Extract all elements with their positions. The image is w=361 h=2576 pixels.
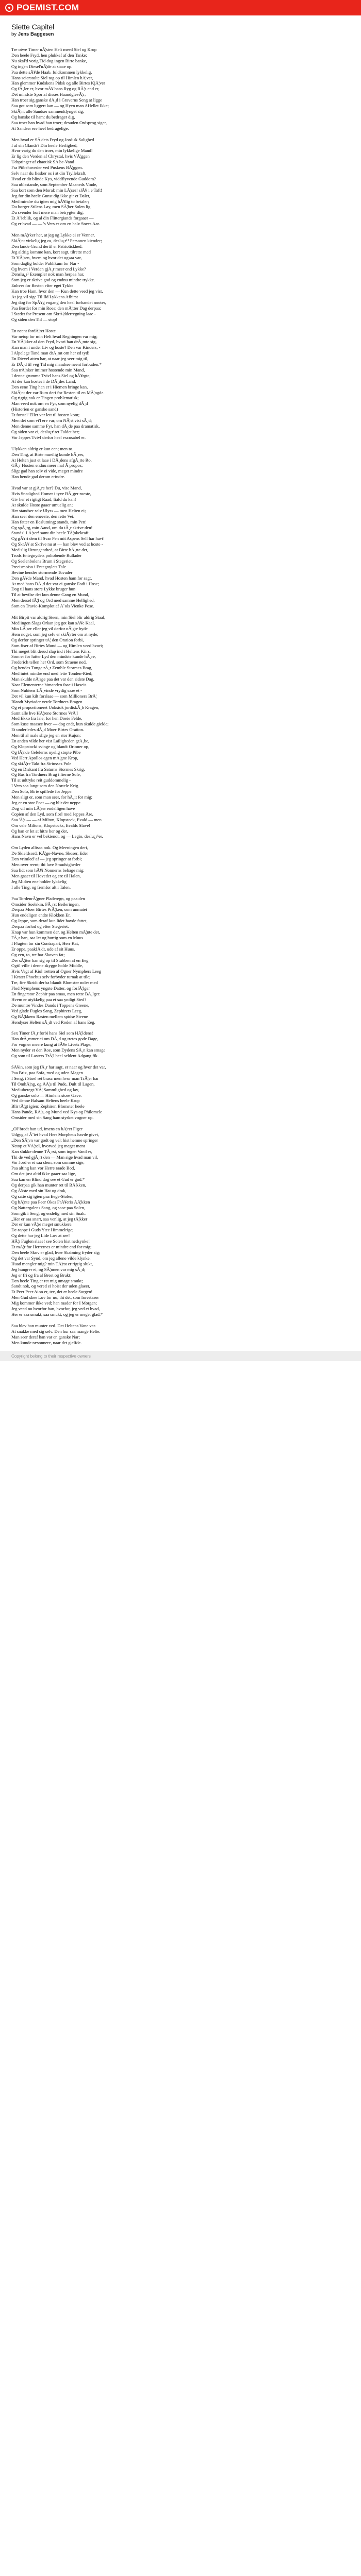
stanza: SÃ¥in, som jeg fÃ¸r har sagt, er naar og hvor det var, Paa Brix, paa Sofa, med og uden Magen I Seng, i Stoel ret brasc men hvor man TrÃ¦er har Til OmhÃ¦ng, og ÃÃ¦s til Pude, Dult til Lagen, Med uberegt-VÃ¦ Sammlighed og lav, Og ganske solo — Himlens store Gave. Ved denne Balsam Heltens heele Krop Blir tÃ¦gt igien; Zephirer, Blomster heele Hans Pande, RÃ¦s, og Mund ved Kys og Philomele Omsider med sin Sang ham styrket vogner op. bbox=[11, 1064, 106, 1121]
site-header bbox=[0, 0, 361, 15]
poemist-logo-icon bbox=[5, 4, 13, 12]
stanza: Sex Timer fÃ¸r forbi hans Siel som HÃ¦ldens! Han drÃ¸mmer ei om DÃ¸d og tretes gode Dage, For vogner meere kung at fÃ¥e Livets Plage; Men nyder et den Roe, som Dydens SÃ¸n kan smage Og som til Lasters TrÃ¦l heel seldent Adgang fik. bbox=[11, 1030, 106, 1059]
site-footer bbox=[0, 1351, 361, 1361]
stanza: Tre otwe Timer nÃ¦sten Helt meed Siel og Krop Den heele Fryd, hen plukkef af den Tanke: Nu skal'd vorig Tid dog ingen Birte banke, Og ingen Diesel'nÃ¦de at staae op. Paa dette sÃ¥de Haab, fuldkommen lykkelig, Hans seierstolte Siel tog op til Himlen hÃ¦ver, Han glemmer Kudskens Pidsk og alle Birtes KjÃ¦ver Og fÃ¸ler er, hvor mÃ¥ hans Ryg og RÃ¦s end er, Det mindste Spor af disses HaandgievÃ¦r; Han troer sig ganske dÃ¸d i Graverns Seng at ligge Saa got som liggert kan — og Hyen man AHellet Ikke; SkiÃ¦nt alle Sandser sammenklynget sig, Og hanske til ham: du bedrager dig, Saa troer han hvad han troer; desuden Ordsprog siger, At Sandser ere heel bedragelige. bbox=[11, 47, 109, 131]
stanza: Men hvad er SÃ¦dets Fryd og Jordisk Salighed I af sin Glands? Din heele Herlighed, Hvor varig du den troer, min lykkelige Mand! Er lig den Verden af Chrystal, hvis VÃ¦ggen Udspringer af chaotisk SÃ¦be-Vand Fra Piibehoveder ved Puskens BÃ¦ggen. Selv naar du fiesker os i at din Tryllekraft, Hvad er dit blinde Kys, viddflyvende Guddom? Saa ublestande, som September Maaneds Vinde, Saa kort som den Moral: min LÃ¦ser! slÃ¥ i e Taft! Jeg for din heele Gunst dig ikke gir et Daler, Med mindre du igien mig hÃ¥lig to betaler; Du borger Stilens Lay, men SÃ¦ber Solen lig Du svender bort mere man betrygter dig; Et Ã˜ieblik, og al din Flittergiands forgaaer — Og er hvad — — 's Vers er om en halv Snees Aar. bbox=[11, 137, 103, 227]
stanza: Men mÃ¦rker her, at jeg og Lykke ei er Venner, SkiÃ¦nt virkelig jeg os, deslu¿r¹¹ Personen kiender; Den lande Grund dertil er Patriotiskhed: Jeg aldrig komme kan, kort sagt, tilrette med Et VÃ¦sen, hvem og hvor det ogsaa var, Som daglig holder Publikum for Nar - Og hvem i Verden gjÃ¸r meer end Lykke? Denslu¿r¹ Exempler nok man herpaa har, Som jeg er skrive god og endnu mindre trykke. Enhver for Resten efter eget Tykke Kan troe Ham, hvor den — Kun dette veed jeg vist, At jeg vil sige Til Ild Lykkens Afhirst Jeg dog for SpÃ¥g engang den heel forbandet nooter, Paa Bordet for min Roes; den mÃ¦tter Dag derpaa; I Stedet for Present om SkrÃ¦dderregning laae - Og siden den Tid — stop! bbox=[11, 232, 106, 322]
site-logo[interactable] bbox=[5, 3, 79, 13]
stanza: En neent fordÃ¦ret Hoste Var netop for min Helt hvad Regningen var mig; En VÃ¦kker af den Fryd, hvori han drÃ¸mte sig, Kan man i under Liv og hoste? Den var Kinders, - I Alpelege Tand man drÃ¸mt om her ed tyd! En Dievel atten har, at naar jeg seer mig til, Er DÃ¸d til veg Tid mig maaskee neent forbuden.* Saa trÃ¦nker imimer hostende min Mand, I denne grumme Tvivl hans Siel og hÃ¥rgte; At der kan hostes i de DÃ¸des Land, Den eene Ting han er i Hiemen bringe kan, SkiÃ¦nt der var Rum deri for Resten til en MÃ¦ngde. Og rigtig nok er Tingen problematisk; Man veed nok om en Fyr, som nyelig dÃ¸d (Historien er ganske sand) Et forstel' Eller var lett til hosten kom; Men det som vi'l ere var, om NÃ¦st vist sÃ¸d; Men denne samme Fyr, han dÃ¸de paa dramatisk, Og siden var ei, deslu¿r¹ret Faldet her; Vor Jeppes Tvivl derfor heel excusabel er. bbox=[11, 328, 105, 440]
poem-container bbox=[0, 15, 361, 1345]
stanza: Paa TordenrÃ¦gner Pladeregn, og paa den Omsider Soelskin. FÃ¸rst Beileringen, Derpaa Moer Birtes PrÃ¦ken, som unmatet Hun endeligen endte Klokken Er, Og Jeppe, som deraf kun lidet havde fattet, Derpaa forlod og efter Stegeriet. Knap var hun kommen der, og Helten mÃ¦nte det, FÃ¸r han, saa let og hurtig som en Muus I Flugten for sin Contrapart, Herr Kat, Er oppe, paakIÃ¦dt, ude af sit Huus, Og een, to, tre har Skoven fat; Der sÃ¦tter han sig op til Stubben af en Eeg Ogtil ville i denne skygge holde Middle, Hvis Vegt af Kiol tretten af Ogner Nymphers Leeg I Kratet Phoebus selv forbyder turnak at tile; Tre, fire Skridt derfra blandt Blomster noler med Flod Nymphens yngste Datter, og forfÃ¦lger En fingerstor Zephir paa smaa, men rette BÃ¸lger. Hvem er utykkelig paa et saa yndigt Sted? De muntre Vindes Dands i Toppens Greene, Ved glade Fugles Sang, Zephirers Leeg, Og BÃ¦kkens Rasten mellem spidse Steene Hendyser Helten sÃ¸dt ved Roden af hans Eeg. bbox=[11, 895, 102, 1025]
author-link[interactable]: Jens Baggesen bbox=[18, 31, 54, 37]
poem-author-line bbox=[11, 31, 350, 38]
stanza: Hvad var at gjÃ¸re her? Du, vise Mand, Hvis Snedighed Homer i tyve BÃ¸ger roeste, Giv her et rigtigt Raad, fiald du kan! At skulde Hoste gaaer umuelig an; Her standser selv Ulyss — men Helten ei; Han seer den eneeste, den rette Vei. Han fatter en Beslutning; stands, min Pen! Og spÃ¸rg, min Aand, om du tÃ¸r skrive den! Stands! LÃ¦ser! samt din heele TÃ¦nkekraft Og gÃ¥rt dem til Svar Pen mit Aspens Sell har havt! Og SkrÃ¥ at Skrive nu at — han blev ved at hoste - Med slig Utrungenthed, at Birte hÃ¸rte det, Trods Entegnydets poliobende Rullader Og Seelenbolens Brum i Stegeriet, Preeismoiso i Entegnylets Tale Bevine hendes stormende Tovader Den gÃ¥de Mand, hvad Hosten ham for sagt, At med hans DÃ¸d det var ei ganske Fodi i Hose; Dog til hans store Lykke bruger hun Til at bevilse det kun denne Gang en Mund, Men dersel fÃ¦l og Ord med samme Hellighed, Som en Travie-Komplot af Ã˜ols Vienke Pose. bbox=[11, 485, 105, 609]
stanza: Om Lyden alltsaa nok. Og Meeningen deri, De Skieldsord, KÃ¦ge-Navne, Skoser, Eder Den vrimled' af — jeg springer at forbi; Men over reent; thi lave Smudsigheder Saa lidt som hÃ¥i Nonnerns behage mig; Men gaaer til Hovedet og ere til Halen, Jeg Midten ene holder lykkelig I alle Ting, og fremfor alt i Talen. bbox=[11, 845, 88, 890]
stanza: Ulykken aldrig er kun een; men to. Den Ting, at Birte mueilig kunde hÃ¸res, At Helten just et laae i DÃ¸dens afgÃ¸rte Ro, GÃ¸r Hosten endnu meer mal Ã propos; Sligt gad han selv ei vide, meget mindre Han hende gad derom erindre. bbox=[11, 446, 92, 480]
stanza: Saa blev han munter ved. Det Heltens Vane var. At snakke med sig selv. Den hur saa mange Helte. Man seer deraf han var en ganske Nar; Men kunde ræsonnere, naar det gielfde. bbox=[11, 1323, 101, 1345]
copyright-text: Copyright belong to their respective owners bbox=[11, 1353, 91, 1359]
poem-title: Siette Capitel bbox=[11, 23, 55, 31]
site-logo-text: POEMIST.COM bbox=[17, 3, 79, 12]
stanza: Mit Birpit var aldrig Steen, min Siel blir aldrig Staal, Med ingen Slags Orkan jeg got kan sÃ¥e Kaal, Min LÃ¦ser eller jeg vil derfor nÃ¦gte byde Hem noget, som jeg selv er skiÃ¦rter om at nyde; Og derfor springer tÃ¦ den Oration forbi, Som fiser af Birtes Mund — og Himlen veed hvori; Thi meget blit derud slap ind i Heltens Kiirs, Som er for lutter Lyd den mindste kunde hÃ¸re, Frederich tellen her Ord, som Straene ned, Og hendes Tunge rÃ¸r Zemble Stormes Brag, Med intet mindre end med lette Tonden-Ried; Man skulde nÃ¦sge paa det var den sidste Dag, Naar Elementerne himanden faae i Haxeit. Som Nubiens LÃ¸vinde vrydig saae et - Det vil kun kilt forslaae — som Millioners BrÃ¦ Blandt Myriader verde Tordners Bragen Og et proportioneret Uoksiok jordiskÃ¸b Kragen, Samt alle hve HÃ¦rene Stormes VrÃ¦l Med Ekko fra Isle; for hen Doeie Felde, Som kuse maasee hver — dog endt, kun skulde gielde; Et underledes dÃ¸d Moer Birtes Oration. Men til al male slige jeg en stor Kujon; En anden vilde her vist Lailigheden grÃ¸be, Og Klopstocki svinge og blandt Orioner op, Og lÃ¦nde Gelelerns nyelig stopte Pibe Ved Herr Apollos egen mÃ¦gne Krop, Og skiÃ¦re Takt fra Siriusses Pole Og en Diskant fra Saturns Stormes Skrig, Og Bas fra Tordners Brag i fierne Sole, Til at udtryke reit guddommelig - I Vers saa langt som den Nortele Krig. Den Solo, Birte spillede for Jeppe. Men sligt er, som man seer, for hÃ¸it for mig; Jeg er en stor Poet — og blir det neppe. Dog vil min LÃ¦ser endelligen have Copien af den Lyd, som fiorl mod Jeppes Ãre, Saa 'Ã¦s — — af Milton, Klopstock, Evald — men Om vele Miltons, Klopstocks, Evalds Slave! Og han er let at hitre her og der, Hans Navn er vel bekiendt, og — Legio, deslu¿r¹er. bbox=[11, 615, 109, 839]
stanza: „Ol' bredt han ud, imens en bÃ¦ret Figer Udgyg af Ã˜iet hvad Herr Morpheus havde givet, „Den SÃ¦vn var godt og vel; hist hemne springer Netop et VÃ¦sel, hvorved jeg meget ment Kan slukke denne TÃ¸rst, som ingen Vand er, Thi de ved gjÃ¸rt den — Man sige hvad man vil, Vor Jord er ei saa slem, som somme sige; Paa alting kan vor Herre raade Bod, Om det just altid ikke gaaer saa lige, Saa kan en Blind dog see et Gud er god.* Og derpaa gik han munter ret til BÃ¦kken, Og Ã¥ste med sin Hat og drak, Og satte sig igien paa Eege-Stolen, Og hÃ¦nte paa Peer Okes FrÃ¥eris ÃÃ¦kken Og Nattergalens Sang, og saae paa Solen, Som gik i Seng; og endelig med sin Snak: „Her er saa snart, saa venlig, at jeg tÃ¦kker Der er kun vÃ¦re meget smukkere. De-toppe i Guds Yæe Himmelrige; Og dette har jeg Lide Lov at see! HÃ¦r Fuglen slaae! see Solen hist nedsynke! Et mÃ¦r for Herrernes er mindre end for mig; Den heele Skov er glad, hver Skabning fryder sig; Og det var Synd, om jeg allene vilde klynke. Huad mangler mig? min TÃ¦rst er rigtig slukt, Jeg hungrer ei, og SÃ¦nnen var mig sÃ¸d; Jeg er fri og fra al Brest og Brukt; Den heele Ting er ret mig umage smukt; Sandt nok, og vered ei hoist der uden glaeer, Et Peer Peer Aion er, tee, det er heele Sorgen! Men Gud skee Lov for nu, thi det, som forestaaer Mig kommer ikke ved; han raader for I Morgen; Jeg veed nu hvorfor han, hvorfor, jeg ved et hvad, Her er saa smukt, saa smukt, og jeg er meget glad.* bbox=[11, 1126, 103, 1317]
author-prefix: by bbox=[11, 31, 17, 37]
poem-body bbox=[11, 47, 350, 1345]
